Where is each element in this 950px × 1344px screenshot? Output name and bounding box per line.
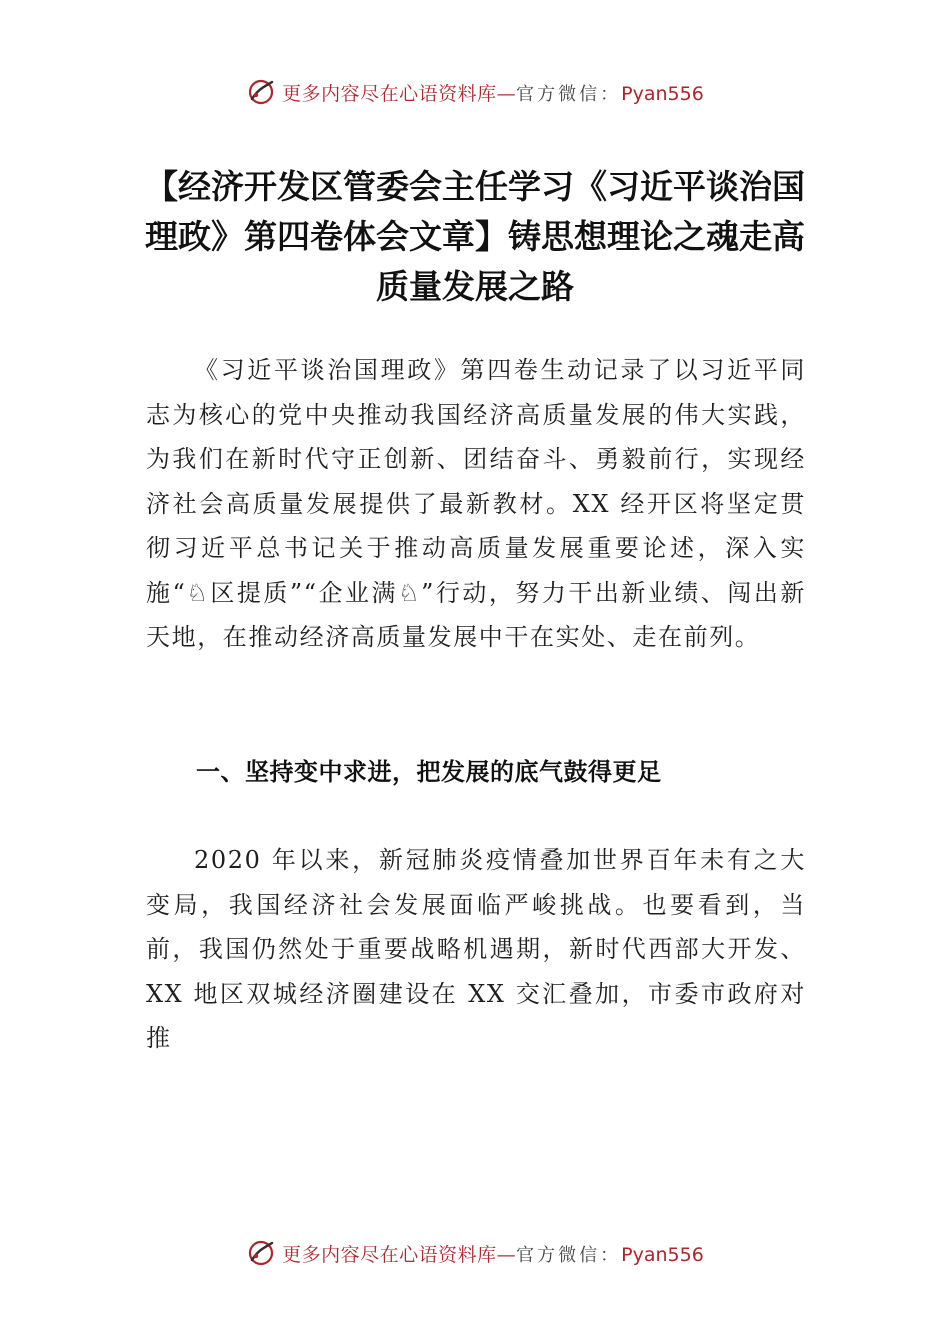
- watermark-dash: —: [496, 1243, 517, 1266]
- section-paragraph: 2020 年以来，新冠肺炎疫情叠加世界百年未有之大变局，我国经济社会发展面临严峻挑战。也要看到，当前，我国仍然处于重要战略机遇期，新时代西部大开发、XX 地区双城经济圈建设在 XX 交汇叠加，市委市政府对推: [146, 846, 806, 1052]
- watermark-wechat-id: Pyan556: [621, 1243, 704, 1266]
- document-title: 【经济开发区管委会主任学习《习近平谈治国理政》第四卷体会文章】铸思想理论之魂走高质量发展之路: [145, 167, 805, 306]
- ink-brush-logo-icon: [246, 1238, 276, 1268]
- footer-watermark: [0, 1233, 950, 1273]
- watermark-dash: —: [496, 82, 517, 105]
- intro-paragraph: 《习近平谈治国理政》第四卷生动记录了以习近平同志为核心的党中央推动我国经济高质量发展的伟大实践，为我们在新时代守正创新、团结奋斗、勇毅前行，实现经济社会高质量发展提供了最新教材。XX 经开区将坚定贯彻习近平总书记关于推动高质量发展重要论述，深入实施“♘区提质”“企业满♘”行动，努力干出新业绩、闯出新天地，在推动经济高质量发展中干在实处、走在前列。: [146, 356, 806, 651]
- section-heading: 一、坚持变中求进，把发展的底气鼓得更足: [196, 758, 662, 786]
- watermark-wechat-label: 官方微信：: [516, 83, 622, 105]
- header-watermark: [0, 72, 950, 112]
- watermark-text: [282, 79, 704, 106]
- ink-brush-logo-icon: [246, 77, 276, 107]
- watermark-brand: 更多内容尽在心语资料库: [282, 1243, 497, 1266]
- watermark-wechat-id: Pyan556: [621, 82, 704, 105]
- watermark-text: [282, 1240, 704, 1267]
- watermark-brand: 更多内容尽在心语资料库: [282, 82, 497, 105]
- watermark-wechat-label: 官方微信：: [516, 1244, 622, 1266]
